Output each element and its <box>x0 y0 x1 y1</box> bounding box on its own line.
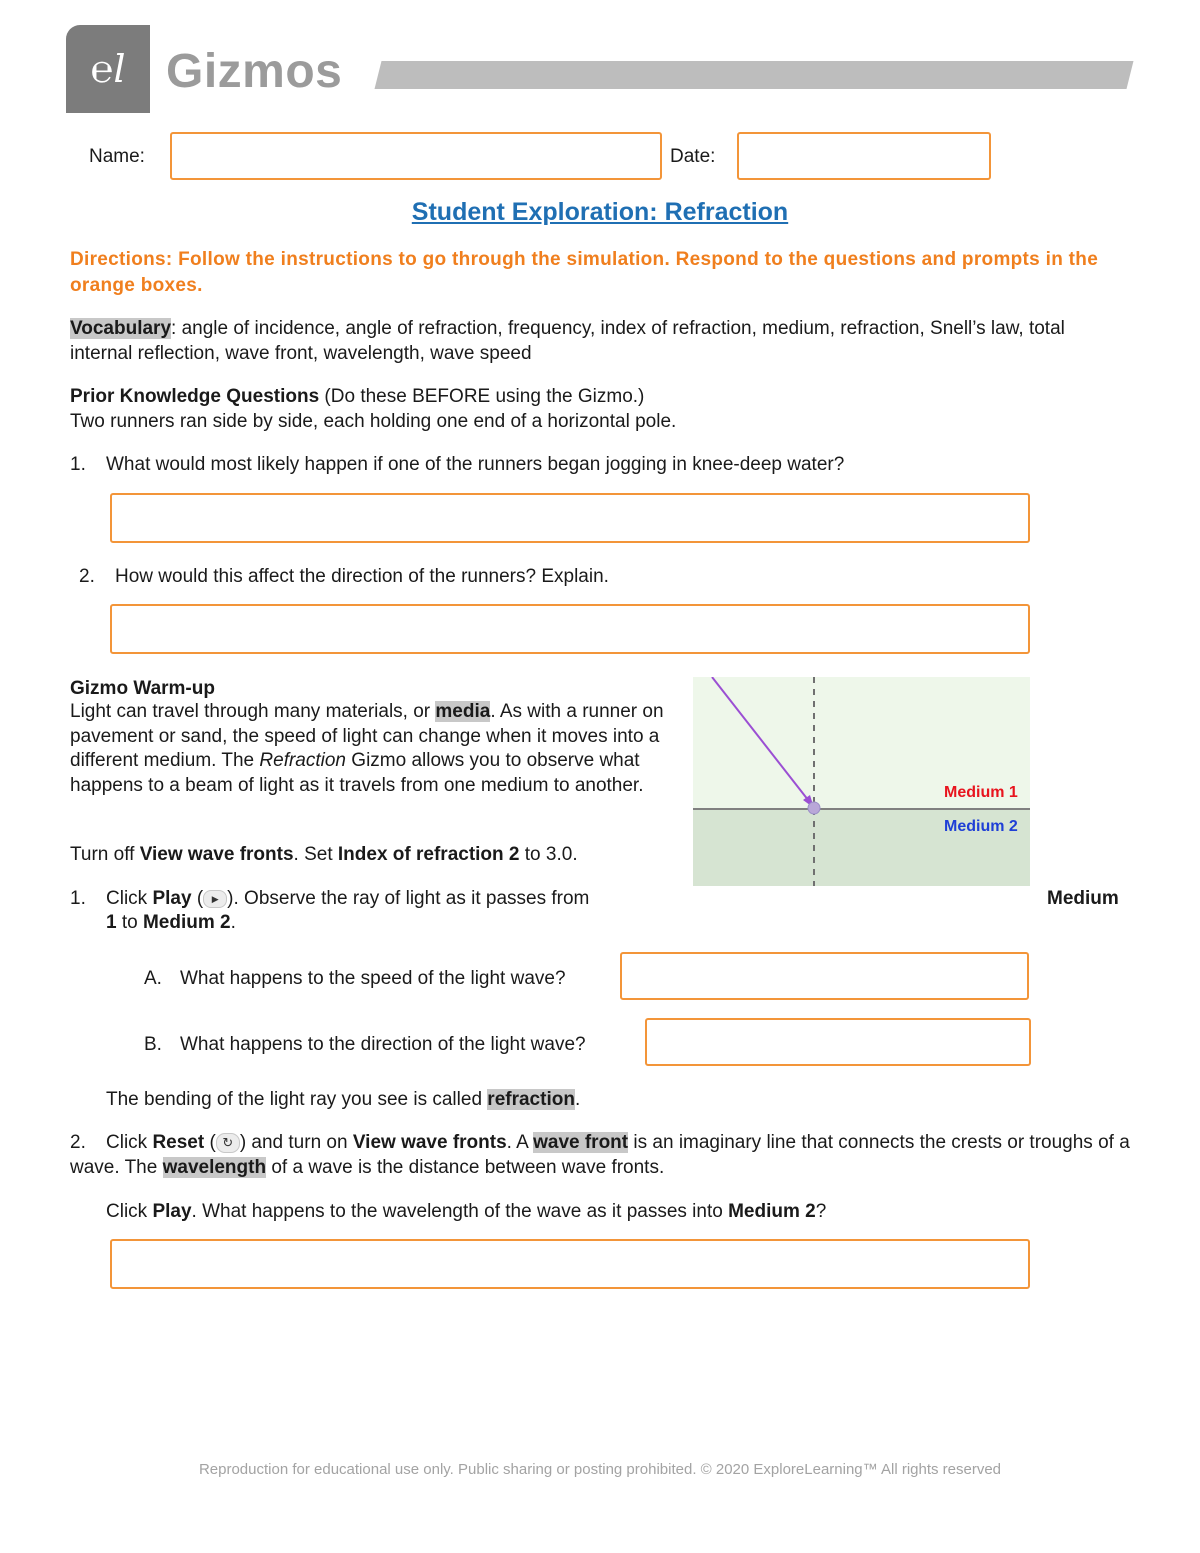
reset-term: Reset <box>152 1132 205 1153</box>
speed-answer-field[interactable] <box>620 952 1029 1000</box>
question-text: How would this affect the direction of the runners? Explain. <box>115 566 609 587</box>
prior-answer-2-field[interactable] <box>110 604 1030 654</box>
refraction-simulation-image <box>693 677 1030 886</box>
name-label: Name: <box>89 146 145 167</box>
question-number: 2. <box>70 1132 86 1153</box>
copyright-footer: Reproduction for educational use only. Public sharing or posting prohibited. © 2020 ExploreLearning™ All rights reserved <box>198 1461 1002 1478</box>
wave-front-term: wave front <box>533 1132 629 1153</box>
gizmos-brand: Gizmos <box>166 45 343 98</box>
text-run: ( <box>204 1132 216 1153</box>
question-letter: A. <box>144 968 162 989</box>
text-run: Gizmo allows you to observe what happens to a beam of light as it travels from one medium to another. <box>70 750 644 796</box>
warmup-question-2 <box>70 1131 1130 1180</box>
text-run: of a wave is the distance between wave fronts. <box>266 1156 665 1178</box>
question-number: 1. <box>70 454 86 475</box>
text-run: Click <box>106 1201 153 1222</box>
view-wave-fronts-term: View wave fronts <box>139 844 294 865</box>
date-field[interactable] <box>737 132 991 180</box>
explorelearning-logo-icon: ℮l <box>66 25 150 113</box>
text-run: Light can travel through many materials, or <box>70 701 436 722</box>
text-run: ) and turn on <box>239 1132 353 1153</box>
text-run: to <box>116 912 143 933</box>
date-label: Date: <box>670 146 716 167</box>
warmup-question-1-cont <box>106 910 506 935</box>
medium-2-term: Medium 2 <box>728 1201 816 1222</box>
refraction-term: refraction <box>487 1089 575 1110</box>
text-run: Click <box>106 1132 153 1153</box>
warmup-paragraph-2 <box>70 842 680 867</box>
text-run: ? <box>815 1201 827 1222</box>
text-run: The bending of the light ray you see is called <box>106 1089 488 1110</box>
prior-question-2 <box>79 564 1139 589</box>
warmup-question-2-prompt <box>106 1199 1106 1224</box>
warmup-heading: Gizmo Warm-up <box>70 678 215 699</box>
view-wave-fronts-term: View wave fronts <box>352 1132 507 1153</box>
text-run: Click <box>106 888 153 909</box>
text-run: . <box>574 1089 581 1110</box>
media-term: media <box>435 701 491 722</box>
text-run: is an imaginary line that connects the crests or troughs of a wave. The <box>70 1132 1130 1178</box>
prior-knowledge-note: (Do these BEFORE using the Gizmo.) <box>319 386 645 407</box>
warmup-question-1a <box>144 966 624 991</box>
prior-knowledge-heading: Prior Knowledge Questions <box>70 386 320 407</box>
play-term: Play <box>152 888 192 909</box>
warmup-paragraph-1 <box>70 700 670 798</box>
direction-answer-field[interactable] <box>645 1018 1031 1066</box>
text-run: . As with a runner on pavement or sand, the speed of light can change when it moves into a different medium. The <box>70 701 664 771</box>
warmup-question-1 <box>70 886 670 911</box>
page-title: Student Exploration: Refraction <box>411 198 789 226</box>
text-run: ). Observe the ray of light as it passes from <box>227 888 590 909</box>
medium-2-term: Medium 2 <box>142 912 231 933</box>
text-run: to 3.0. <box>519 844 578 865</box>
vocabulary-paragraph <box>70 316 1130 366</box>
text-run: ( <box>191 888 204 909</box>
prior-question-1 <box>70 452 1130 477</box>
light-ray <box>712 677 812 805</box>
ray-diagram <box>693 677 1030 886</box>
medium-1-label: Medium 1 <box>944 784 1018 801</box>
question-number: 2. <box>79 566 95 587</box>
medium-1-word: Medium <box>1047 888 1119 909</box>
prior-knowledge-intro: Two runners ran side by side, each holding one end of a horizontal pole. <box>70 411 677 432</box>
vocabulary-terms: : angle of incidence, angle of refraction, frequency, index of refraction, medium, refraction, Snell’s law, total internal reflection, wave front, wavelength, wave speed <box>70 318 1065 364</box>
reset-icon: ↻ <box>216 1133 240 1153</box>
name-field[interactable] <box>170 132 662 180</box>
prior-answer-1-field[interactable] <box>110 493 1030 543</box>
text-run: . A <box>506 1132 534 1153</box>
index-of-refraction-term: Index of refraction 2 <box>337 844 520 865</box>
warmup-question-1b <box>144 1032 644 1057</box>
question-text: What happens to the speed of the light wave? <box>180 968 566 989</box>
play-icon: ▶ <box>203 890 227 908</box>
wavelength-answer-field[interactable] <box>110 1239 1030 1289</box>
question-number: 1. <box>70 888 86 909</box>
header-decorative-bar <box>375 61 1134 89</box>
play-term: Play <box>152 1201 192 1222</box>
refraction-italic: Refraction <box>259 750 347 771</box>
wavelength-term: wavelength <box>162 1156 267 1178</box>
directions-text: Directions: Follow the instructions to go through the simulation. Respond to the questions and prompts in the orange boxes. <box>70 249 1099 296</box>
medium-2-label: Medium 2 <box>944 818 1018 835</box>
question-text: What would most likely happen if one of the runners began jogging in knee-deep water? <box>106 454 845 475</box>
text-run: . <box>230 912 236 933</box>
prior-knowledge-heading-line <box>70 384 1130 409</box>
medium-1-number: 1 <box>106 912 117 933</box>
question-letter: B. <box>144 1034 162 1055</box>
text-run: . What happens to the wavelength of the wave as it passes into <box>191 1201 729 1222</box>
refraction-definition <box>106 1087 806 1112</box>
text-run: Turn off <box>70 844 140 865</box>
text-run: . Set <box>293 844 338 865</box>
question-text: What happens to the direction of the light wave? <box>180 1034 586 1055</box>
incidence-point <box>808 802 820 814</box>
vocabulary-label: Vocabulary <box>70 318 172 339</box>
